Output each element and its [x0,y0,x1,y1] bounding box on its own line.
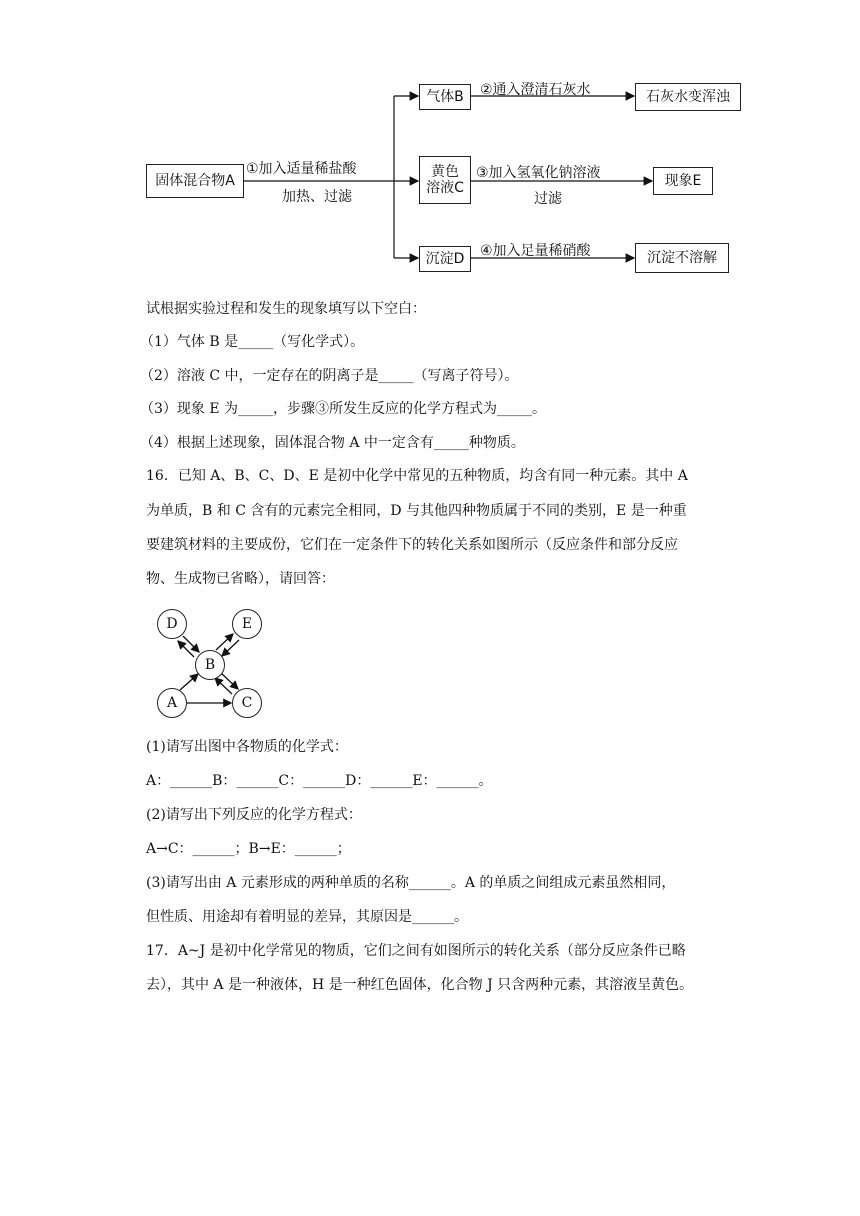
node-a [157,688,187,718]
step2-label: ②通入澄清石灰水 [480,82,591,98]
q16-stem-line-1: 16．已知 A、B、C、D、E 是初中化学中常见的五种物质，均含有同一种元素。其中 A [146,468,688,484]
box-a-label: 固体混合物A [155,173,235,189]
node-b-label: B [204,657,216,673]
q17-stem-line-2: 去），其中 A 是一种液体，H 是一种红色固体，化合物 J 只含两种元素，其溶液呈黄色。 [146,977,694,993]
node-d [157,609,187,639]
arrow-d-to-b [183,636,199,652]
box-b-label: 气体B [426,89,464,105]
box-c-label-line1: 黄色 [431,164,459,180]
step4-label: ④加入足量稀硝酸 [480,243,591,259]
result4-label: 沉淀不溶解 [647,250,717,266]
step1-condition: 加热、过滤 [282,189,352,205]
arrow-b-to-d [178,641,194,657]
q16-sub-line-3: (2)请写出下列反应的化学方程式： [146,807,362,823]
node-c [232,688,262,718]
q16-sub-line-1: (1)请写出图中各物质的化学式： [146,739,348,755]
q16-sub-line-5: (3)请写出由 A 元素形成的两种单质的名称______。A 的单质之间组成元素虽然相同， [146,875,676,891]
q16-stem-line-3: 要建筑材料的主要成份，它们在一定条件下的转化关系如图所示（反应条件和部分反应 [146,537,678,553]
node-a-label: A [166,695,178,711]
node-d-label: D [166,616,178,632]
step3-condition: 过滤 [534,191,562,207]
q15-item-4: （4）根据上述现象，固体混合物 A 中一定含有_____种物质。 [140,435,525,451]
q16-sub-line-6: 但性质、用途却有着明显的差异，其原因是______。 [146,909,468,925]
node-c-label: C [241,695,253,711]
q16-stem-line-2: 为单质，B 和 C 含有的元素完全相同，D 与其他四种物质属于不同的类别，E 是一种重 [146,503,687,519]
box-d-label: 沉淀D [425,251,465,267]
q15-item-3: （3）现象 E 为_____，步骤③所发生反应的化学方程式为_____。 [140,401,547,417]
q16-stem-line-4: 物、生成物已省略），请回答： [146,571,335,587]
q16-sub-line-4: A→C：______；B→E：______； [146,841,351,857]
result3-label: 现象E [664,173,702,189]
q16-sub-line-2: A：______B：______C：______D：______E：______。 [146,773,493,789]
arrow-a-to-b [180,674,198,690]
q15-item-2: （2）溶液 C 中，一定存在的阴离子是_____（写离子符号）。 [140,368,519,384]
box-c-label-line2: 溶液C [426,180,464,196]
q17-stem-line-1: 17．A~J 是初中化学常见的物质，它们之间有如图所示的转化关系（部分反应条件已略 [146,943,686,959]
node-e [232,609,262,639]
step3-label: ③加入氢氧化钠溶液 [476,165,601,181]
q15-item-1: （1）气体 B 是_____（写化学式）。 [140,334,365,350]
step1-label: ①加入适量稀盐酸 [246,161,357,177]
result2-label: 石灰水变浑浊 [646,89,730,105]
q15-intro: 试根据实验过程和发生的现象填写以下空白： [146,301,426,317]
node-b [195,650,225,680]
node-e-label: E [241,616,253,632]
